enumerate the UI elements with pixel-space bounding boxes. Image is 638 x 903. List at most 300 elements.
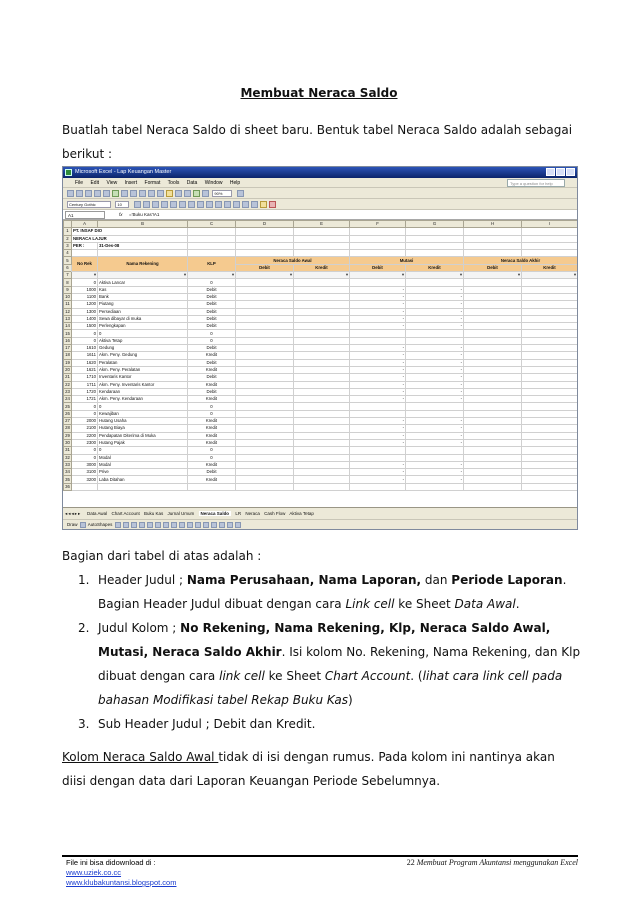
cell-nsak-kredit: [522, 301, 578, 308]
cell-nsak-kredit: [522, 476, 578, 483]
cell-klp: [188, 483, 236, 490]
drawing-icon: [202, 190, 209, 197]
filter-dropdown: ▾: [236, 272, 294, 279]
cell-mutasi-kredit: -: [406, 293, 464, 300]
cell-klp: Kredit: [188, 366, 236, 373]
table-row: [64, 388, 578, 395]
cell-nsa-kredit: [294, 279, 350, 286]
cell-mutasi-debit: -: [350, 469, 406, 476]
tab-data-awal: Data Awal: [87, 511, 108, 516]
list-text: . Bagian Header Judul dibuat dengan cara: [98, 573, 567, 611]
header-nama-rekening: Nama Rekening: [98, 257, 188, 272]
cell-nsak-debit: [464, 469, 522, 476]
bold-icon: [134, 201, 141, 208]
row-number: 35: [65, 476, 70, 482]
arrow-style-icon: [219, 522, 225, 528]
cell-mutasi-debit: [350, 330, 406, 337]
cell-nsa-kredit: [294, 337, 350, 344]
row-number: 16: [65, 337, 70, 343]
cell-nama-rekening: Gedung: [98, 345, 188, 352]
tab-aktiva-tetap: Aktiva Tetap: [289, 511, 314, 516]
row-number: 20: [65, 367, 70, 373]
cell-nsa-debit: [236, 286, 294, 293]
cell-mutasi-kredit: -: [406, 308, 464, 315]
help-icon: [237, 190, 244, 197]
cell-klp: Debit: [188, 301, 236, 308]
cell-klp: Kredit: [188, 439, 236, 446]
cell-nsak-debit: [464, 286, 522, 293]
cell-no-rek: 2100: [72, 425, 98, 432]
sheet-row: 1 PT. INSAF DIO: [64, 228, 578, 235]
row-number: 17: [65, 345, 70, 351]
cell-mutasi-kredit: [406, 337, 464, 344]
cell-mutasi-kredit: -: [406, 286, 464, 293]
cell-mutasi-debit: -: [350, 476, 406, 483]
print-icon: [94, 190, 101, 197]
cell-klp: 0: [188, 403, 236, 410]
cell-nsa-kredit: [294, 301, 350, 308]
excel-titlebar: [63, 167, 577, 178]
header-klp: KLP: [188, 257, 236, 272]
font-size-box: 10: [115, 201, 129, 208]
cell-mutasi-kredit: -: [406, 352, 464, 359]
preview-icon: [103, 190, 110, 197]
report-name-cell: NERACA LAJUR: [72, 235, 188, 242]
cell-nama-rekening: Akm. Peny. Gedung: [98, 352, 188, 359]
row-number: 27: [65, 418, 70, 424]
cell-klp: Debit: [188, 315, 236, 322]
list-text: . (: [410, 669, 423, 683]
cell-mutasi-kredit: -: [406, 432, 464, 439]
cell-no-rek: 0: [72, 454, 98, 461]
comma-icon: [215, 201, 222, 208]
cell-nama-rekening: Peralatan: [98, 359, 188, 366]
cell-mutasi-debit: -: [350, 359, 406, 366]
footer-right: [407, 858, 578, 867]
cell-klp: Debit: [188, 388, 236, 395]
cell-nsak-kredit: [522, 359, 578, 366]
list-text: ): [347, 693, 353, 707]
col-header-h: H: [464, 221, 522, 228]
list-text: Header Judul ;: [98, 573, 187, 587]
cell-klp: 0: [188, 330, 236, 337]
cell-nama-rekening: Persediaan: [98, 308, 188, 315]
cell-nsak-kredit: [522, 454, 578, 461]
clipart-icon: [163, 522, 169, 528]
cell-klp: Debit: [188, 293, 236, 300]
cell-mutasi-kredit: -: [406, 396, 464, 403]
cell-no-rek: 1300: [72, 308, 98, 315]
cell-klp: Debit: [188, 374, 236, 381]
table-row: [64, 476, 578, 483]
cell-nsak-kredit: [522, 469, 578, 476]
cell-nsak-kredit: [522, 352, 578, 359]
cell-nsa-kredit: [294, 447, 350, 454]
redo-icon: [157, 190, 164, 197]
select-arrow-icon: [80, 522, 86, 528]
cell-nsa-debit: [236, 381, 294, 388]
standard-toolbar: [63, 188, 577, 199]
chart-icon: [193, 190, 200, 197]
cell-nsa-kredit: [294, 403, 350, 410]
cell-nsak-kredit: [522, 337, 578, 344]
tab-neraca: Neraca: [245, 511, 260, 516]
cell-nsa-debit: [236, 323, 294, 330]
cell-no-rek: 3000: [72, 461, 98, 468]
cell-nsak-kredit: [522, 403, 578, 410]
percent-icon: [206, 201, 213, 208]
cell-nsa-debit: [236, 432, 294, 439]
cell-nsak-debit: [464, 403, 522, 410]
cell-nsa-debit: [236, 403, 294, 410]
table-row: [64, 301, 578, 308]
list-text: ke Sheet: [394, 597, 455, 611]
increase-decimal-icon: [224, 201, 231, 208]
subheader-kredit: Kredit: [294, 264, 350, 271]
sort-desc-icon: [184, 190, 191, 197]
indent-icon: [242, 201, 249, 208]
subheader-debit: Debit: [464, 264, 522, 271]
cell-nsak-kredit: [522, 447, 578, 454]
row-number: 11: [65, 301, 70, 307]
table-row: [64, 359, 578, 366]
filter-dropdown: ▾: [188, 272, 236, 279]
cell-nsak-kredit: [522, 330, 578, 337]
cell-nsak-kredit: [522, 366, 578, 373]
cell-nsak-kredit: [522, 286, 578, 293]
row-number: 19: [65, 359, 70, 365]
footer-link-uziek[interactable]: www.uziek.co.cc: [66, 868, 122, 877]
cell-nsa-kredit: [294, 345, 350, 352]
table-row: [64, 425, 578, 432]
cell-nsak-debit: [464, 337, 522, 344]
open-icon: [76, 190, 83, 197]
3d-icon: [235, 522, 241, 528]
filter-dropdown: ▾: [72, 272, 98, 279]
cell-nsa-kredit: [294, 352, 350, 359]
col-header-d: D: [236, 221, 294, 228]
table-header-row: 5 No Rek Nama Rekening KLP Neraca Saldo Awal Mutasi Neraca Saldo Akhir: [64, 257, 578, 264]
table-row: [64, 381, 578, 388]
cell-nama-rekening: 0: [98, 447, 188, 454]
cell-nsa-debit: [236, 483, 294, 490]
line-style-icon: [203, 522, 209, 528]
cell-nsak-debit: [464, 308, 522, 315]
spreadsheet-grid: [63, 220, 578, 507]
tab-nav-arrows: ◂◂◂▸▸: [65, 511, 82, 516]
cell-no-rek: 2200: [72, 432, 98, 439]
cell-nsak-debit: [464, 396, 522, 403]
cell-nsak-debit: [464, 388, 522, 395]
cell-nsa-kredit: [294, 396, 350, 403]
table-row: [64, 418, 578, 425]
cell-no-rek: 2300: [72, 439, 98, 446]
cell-nsak-kredit: [522, 396, 578, 403]
cell-nsak-kredit: [522, 374, 578, 381]
filter-dropdown: ▾: [464, 272, 522, 279]
closing-text: tidak di isi dengan rumus. Pada kolom ini nantinya akan diisi dengan data dari Laporan Keuangan Periode Sebelumnya.: [62, 750, 555, 788]
sheet-row: 4: [64, 250, 578, 257]
footer-divider: [62, 855, 578, 857]
tab-buku-kas: Buku Kas: [143, 511, 164, 516]
cell-nama-rekening: Pendapatan Diterima di Muka: [98, 432, 188, 439]
cell-mutasi-debit: -: [350, 418, 406, 425]
cell-nsa-debit: [236, 352, 294, 359]
cell-nsa-kredit: [294, 439, 350, 446]
cell-mutasi-debit: -: [350, 286, 406, 293]
excel-menubar: [63, 178, 577, 188]
cell-nsak-kredit: [522, 293, 578, 300]
table-row: [64, 454, 578, 461]
cell-nama-rekening: Laba Ditahan: [98, 476, 188, 483]
cell-no-rek: 0: [72, 279, 98, 286]
cell-nsak-kredit: [522, 308, 578, 315]
dash-style-icon: [211, 522, 217, 528]
cell-mutasi-kredit: [406, 330, 464, 337]
save-icon: [85, 190, 92, 197]
intro-paragraph: Buatlah tabel Neraca Saldo di sheet baru. Bentuk tabel Neraca Saldo adalah sebagai berikut :: [62, 123, 573, 161]
picture-icon: [171, 522, 177, 528]
cell-no-rek: 1620: [72, 359, 98, 366]
cell-nama-rekening: Bank: [98, 293, 188, 300]
wordart-icon: [155, 522, 161, 528]
cell-mutasi-debit: -: [350, 308, 406, 315]
line-icon: [115, 522, 121, 528]
cell-nsak-debit: [464, 483, 522, 490]
footer-left: [66, 858, 176, 888]
tab-lr: LR: [235, 511, 242, 516]
row-number: 8: [64, 279, 72, 286]
menu-edit: Edit: [90, 180, 100, 186]
cell-nama-rekening: Hutang Biaya: [98, 425, 188, 432]
sheet-row: 3 PER : 31-Des-08: [64, 242, 578, 249]
cell-mutasi-debit: -: [350, 345, 406, 352]
table-row: [64, 432, 578, 439]
cell-nsa-debit: [236, 308, 294, 315]
cell-nsak-kredit: [522, 381, 578, 388]
list-bold: Nama Perusahaan, Nama Laporan,: [186, 573, 422, 587]
zoom-box: 90%: [212, 190, 232, 197]
filter-dropdown: ▾: [350, 272, 406, 279]
table-row: [64, 293, 578, 300]
cell-nama-rekening: Prive: [98, 469, 188, 476]
cell-no-rek: 1400: [72, 315, 98, 322]
table-row: [64, 315, 578, 322]
cell-no-rek: 1721: [72, 396, 98, 403]
cell-mutasi-kredit: -: [406, 388, 464, 395]
cell-nsak-debit: [464, 410, 522, 417]
fx-icon: fx: [119, 212, 123, 217]
excel-screenshot: [62, 166, 578, 530]
list-text: . Isi kolom No. Rekening, Nama Rekening, dan Klp dibuat dengan cara: [98, 645, 581, 683]
row-number: 12: [65, 308, 70, 314]
cell-mutasi-kredit: [406, 454, 464, 461]
autosum-icon: [166, 190, 173, 197]
formula-value: ='Buku Kas'!A1: [129, 212, 160, 217]
menu-help: Help: [229, 180, 241, 186]
page-title: Membuat Neraca Saldo: [240, 86, 398, 100]
fill-color-icon: [260, 201, 267, 208]
cell-nsak-kredit: [522, 439, 578, 446]
table-row: [64, 439, 578, 446]
table-row: [64, 403, 578, 410]
sub-header-row: 6 Debit Kredit Debit Kredit Debit Kredit: [64, 264, 578, 271]
cell-mutasi-debit: -: [350, 315, 406, 322]
table-row: [64, 374, 578, 381]
maximize-icon: [556, 168, 565, 176]
cell-nsa-debit: [236, 330, 294, 337]
autoshapes-menu: AutoShapes: [87, 522, 113, 527]
cell-nsak-debit: [464, 418, 522, 425]
cell-mutasi-kredit: -: [406, 461, 464, 468]
select-all-corner: [64, 221, 72, 228]
cell-nsa-debit: [236, 461, 294, 468]
cell-nama-rekening: Kendaraan: [98, 388, 188, 395]
row-number: 9: [64, 286, 72, 293]
table-row: [64, 461, 578, 468]
cell-mutasi-debit: [350, 454, 406, 461]
minimize-icon: [546, 168, 555, 176]
cell-mutasi-debit: -: [350, 432, 406, 439]
row-number: 33: [65, 461, 70, 467]
header-no-rek: No Rek: [72, 257, 98, 272]
cell-klp: Kredit: [188, 381, 236, 388]
cell-mutasi-kredit: [406, 410, 464, 417]
table-row: [64, 410, 578, 417]
cell-klp: Debit: [188, 345, 236, 352]
cell-no-rek: 1711: [72, 381, 98, 388]
cell-mutasi-kredit: -: [406, 469, 464, 476]
cell-mutasi-debit: -: [350, 352, 406, 359]
cell-nsak-kredit: [522, 432, 578, 439]
name-box: A1: [65, 211, 105, 219]
cell-mutasi-debit: -: [350, 366, 406, 373]
cell-mutasi-debit: -: [350, 388, 406, 395]
borders-icon: [251, 201, 258, 208]
cell-nsa-debit: [236, 301, 294, 308]
cell-nsak-debit: [464, 293, 522, 300]
list-italic: Chart Account: [324, 669, 411, 683]
cell-nama-rekening: [98, 483, 188, 490]
draw-menu: Draw: [67, 522, 78, 527]
filter-dropdown: ▾: [294, 272, 350, 279]
filter-dropdown: ▾: [406, 272, 464, 279]
tab-neraca-saldo: Neraca Saldo: [200, 511, 230, 516]
cell-nsak-kredit: [522, 345, 578, 352]
undo-icon: [148, 190, 155, 197]
header-neraca-saldo-akhir: Neraca Saldo Akhir: [464, 257, 578, 264]
cell-nsa-kredit: [294, 286, 350, 293]
menu-data: Data: [186, 180, 198, 186]
cell-mutasi-debit: [350, 337, 406, 344]
italic-icon: [143, 201, 150, 208]
cell-mutasi-kredit: [406, 483, 464, 490]
row-number: 13: [65, 316, 70, 321]
row-number: 14: [65, 323, 70, 329]
list-italic: lihat cara link cell pada bahasan Modifikasi tabel Rekap Buku Kas: [98, 669, 563, 707]
table-row: [64, 396, 578, 403]
cell-klp: Debit: [188, 359, 236, 366]
cell-nsa-kredit: [294, 359, 350, 366]
footer-link-klubakuntansi[interactable]: www.klubakuntansi.blogspot.com: [66, 878, 177, 887]
cell-nsa-debit: [236, 410, 294, 417]
excel-window-title: Microsoft Excel - Lap Keuangan Master: [75, 169, 172, 175]
cell-no-rek: 0: [72, 337, 98, 344]
list-number: 3.: [78, 717, 90, 731]
cell-nama-rekening: Inventaris Kantor: [98, 374, 188, 381]
cut-icon: [121, 190, 128, 197]
cell-no-rek: 1100: [72, 293, 98, 300]
cell-nsak-debit: [464, 432, 522, 439]
cell-mutasi-debit: [350, 279, 406, 286]
table-row: [64, 345, 578, 352]
font-name-box: Century Gothic: [67, 201, 111, 208]
formatting-toolbar: [63, 199, 577, 210]
menu-format: Format: [144, 180, 161, 186]
cell-nama-rekening: Akm. Peny. Kendaraan: [98, 396, 188, 403]
row-number: 36: [65, 483, 70, 489]
cell-mutasi-kredit: [406, 447, 464, 454]
cell-nsa-debit: [236, 315, 294, 322]
cell-nsak-debit: [464, 461, 522, 468]
sort-asc-icon: [175, 190, 182, 197]
column-header-row: [64, 221, 578, 228]
cell-klp: Kredit: [188, 476, 236, 483]
row-number: 34: [65, 469, 70, 475]
align-right-icon: [179, 201, 186, 208]
table-row: [64, 308, 578, 315]
cell-nsak-debit: [464, 301, 522, 308]
row-number: 21: [65, 374, 70, 380]
cell-nsa-debit: [236, 476, 294, 483]
cell-nsak-debit: [464, 366, 522, 373]
cell-nsa-kredit: [294, 323, 350, 330]
row-number: 25: [65, 403, 70, 409]
cell-nsa-debit: [236, 418, 294, 425]
filter-row: 7 ▾ ▾ ▾ ▾ ▾ ▾ ▾ ▾ ▾: [64, 272, 578, 279]
cell-nsa-debit: [236, 374, 294, 381]
merge-icon: [188, 201, 195, 208]
cell-klp: 0: [188, 337, 236, 344]
cell-no-rek: 0: [72, 330, 98, 337]
row-number: 23: [65, 388, 70, 394]
cell-nsak-kredit: [522, 315, 578, 322]
cell-no-rek: 1610: [72, 345, 98, 352]
cell-nama-rekening: Aktiva Lancar: [98, 279, 188, 286]
cell-nama-rekening: Modal: [98, 454, 188, 461]
subheader-debit: Debit: [236, 264, 294, 271]
parts-list: [78, 568, 582, 736]
oval-icon: [139, 522, 145, 528]
cell-mutasi-kredit: -: [406, 301, 464, 308]
sheet-tabs: [63, 507, 578, 519]
list-text: Sub Header Judul ; Debit dan Kredit.: [98, 717, 316, 731]
cell-nsak-debit: [464, 447, 522, 454]
cell-mutasi-debit: -: [350, 439, 406, 446]
tab-jurnal-umum: Jurnal Umum: [167, 511, 195, 516]
new-icon: [67, 190, 74, 197]
row-number: 29: [65, 432, 70, 438]
cell-nsak-debit: [464, 439, 522, 446]
col-header-c: C: [188, 221, 236, 228]
cell-mutasi-kredit: [406, 279, 464, 286]
cell-nsak-kredit: [522, 483, 578, 490]
period-label-cell: PER :: [72, 242, 98, 249]
cell-mutasi-debit: [350, 403, 406, 410]
cell-nsa-debit: [236, 447, 294, 454]
footer-book-title: Membuat Program Akuntansi menggunakan Excel: [416, 858, 578, 867]
list-item: [78, 712, 582, 736]
